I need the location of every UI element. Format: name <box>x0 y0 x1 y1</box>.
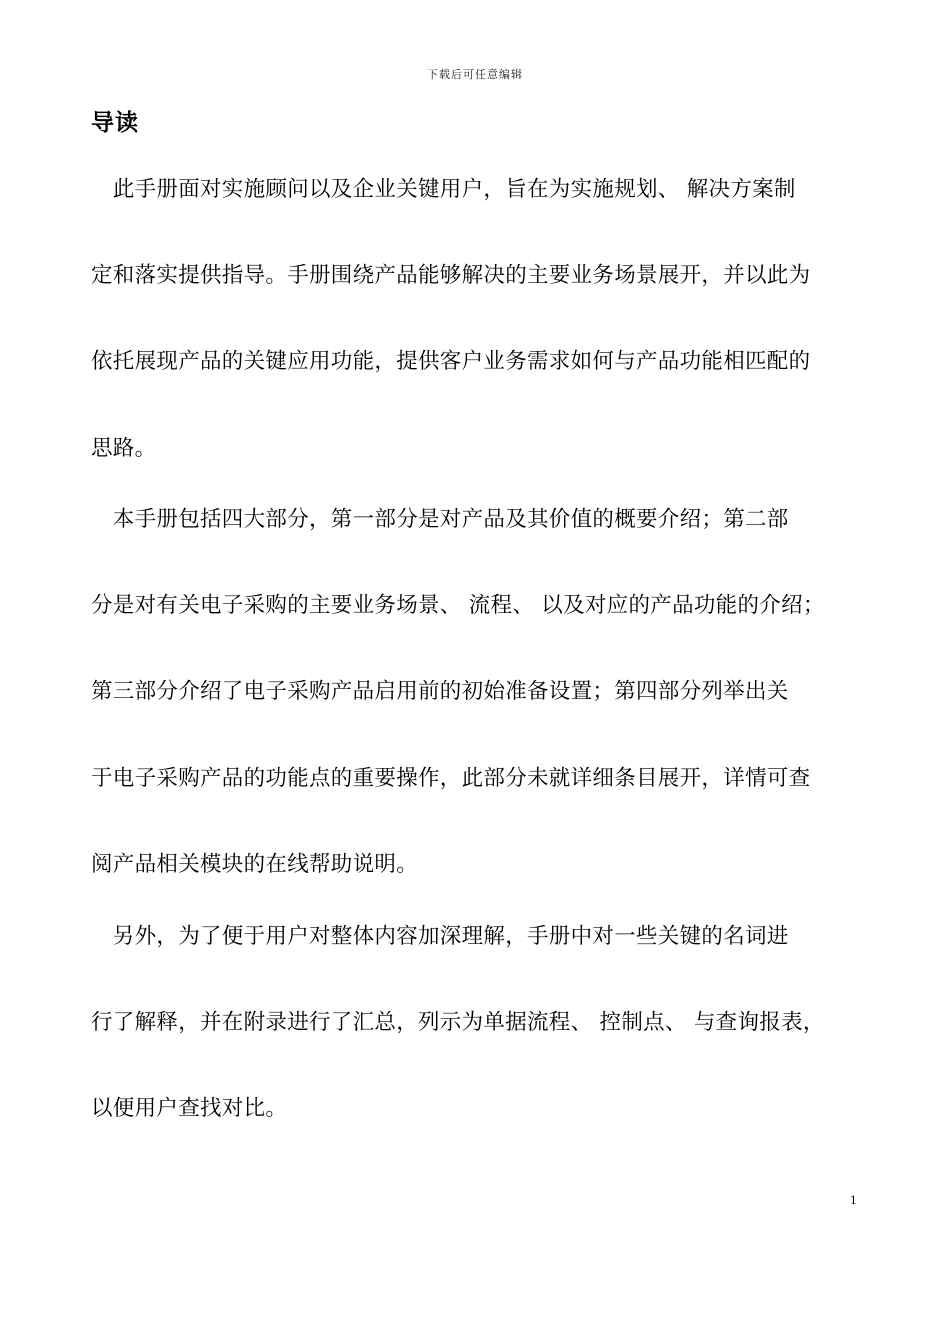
body-line: 定和落实提供指导。手册围绕产品能够解决的主要业务场景展开，并以此为 <box>91 263 811 288</box>
body-line: 思路。 <box>91 436 157 461</box>
body-line: 依托展现产品的关键应用功能，提供客户业务需求如何与产品功能相匹配的 <box>91 349 811 374</box>
document-title: 导读 <box>91 110 139 136</box>
header-note: 下载后可任意编辑 <box>427 68 523 81</box>
body-line: 分是对有关电子采购的主要业务场景、 流程、 以及对应的产品功能的介绍； <box>91 593 825 618</box>
body-line: 于电子采购产品的功能点的重要操作，此部分未就详细条目展开，详情可查 <box>91 766 811 791</box>
body-line: 此手册面对实施顾问以及企业关键用户，旨在为实施规划、 解决方案制 <box>91 177 796 202</box>
body-line: 以便用户查找对比。 <box>91 1096 288 1121</box>
body-line: 另外，为了便于用户对整体内容加深理解，手册中对一些关键的名词进 <box>91 924 789 949</box>
body-line: 行了解释，并在附录进行了汇总，列示为单据流程、 控制点、 与查询报表， <box>91 1010 825 1035</box>
body-line: 第三部分介绍了电子采购产品启用前的初始准备设置；第四部分列举出关 <box>91 679 789 704</box>
page-number: 1 <box>850 1192 857 1207</box>
body-line: 阅产品相关模块的在线帮助说明。 <box>91 852 419 877</box>
body-line: 本手册包括四大部分，第一部分是对产品及其价值的概要介绍；第二部 <box>91 507 789 532</box>
